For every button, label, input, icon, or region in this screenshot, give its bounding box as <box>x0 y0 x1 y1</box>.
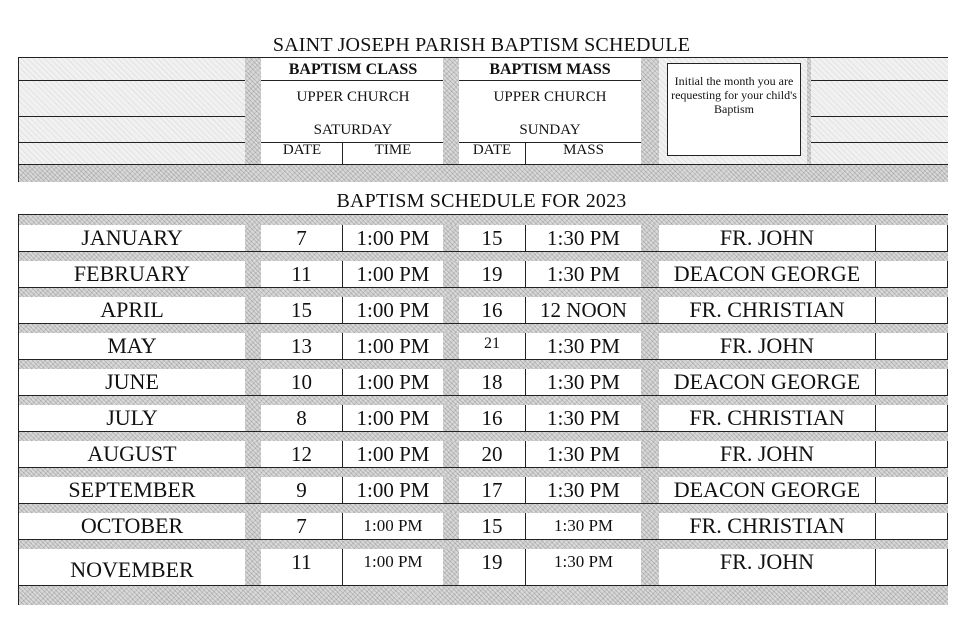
table-row <box>19 333 948 369</box>
table-row <box>19 225 948 261</box>
mass-time-cell: 1:30 PM <box>547 369 620 394</box>
mass-time-cell: 1:30 PM <box>547 261 620 286</box>
mass-time-cell: 1:30 PM <box>547 333 620 358</box>
schedule-subtitle: BAPTISM SCHEDULE FOR 2023 <box>336 190 627 212</box>
month-cell: NOVEMBER <box>70 557 194 582</box>
mass-time-cell: 1:30 PM <box>547 225 620 250</box>
mass-date-cell: 20 <box>481 441 503 466</box>
table-row <box>19 261 948 297</box>
celebrant-cell: FR. CHRISTIAN <box>689 297 845 322</box>
celebrant-cell: FR. JOHN <box>719 333 815 358</box>
header-block <box>18 57 948 182</box>
mass-time-cell: 1:30 PM <box>547 477 620 502</box>
initial-note-box <box>667 63 801 156</box>
mass-date-cell: 18 <box>481 369 503 394</box>
class-date-cell: 8 <box>296 405 307 430</box>
class-time-cell: 1:00 PM <box>363 552 423 571</box>
mass-day: SUNDAY <box>519 122 581 138</box>
mass-date-cell: 15 <box>481 513 503 538</box>
class-time-cell: 1:00 PM <box>356 405 430 430</box>
mass-date-cell: 19 <box>481 549 503 574</box>
table-row <box>19 477 948 513</box>
mass-date-cell: 21 <box>484 335 500 352</box>
month-cell: AUGUST <box>87 441 177 466</box>
class-date-cell: 11 <box>291 261 312 286</box>
mass-location: UPPER CHURCH <box>493 89 607 105</box>
class-location: UPPER CHURCH <box>296 89 410 105</box>
class-time-cell: 1:00 PM <box>356 441 430 466</box>
class-time-cell: 1:00 PM <box>356 297 430 322</box>
class-date-cell: 7 <box>296 513 307 538</box>
month-cell: FEBRUARY <box>73 261 191 286</box>
month-cell: OCTOBER <box>80 513 184 538</box>
month-cell: SEPTEMBER <box>68 477 196 502</box>
mass-time-cell: 12 NOON <box>540 297 627 322</box>
class-time-cell: 1:00 PM <box>356 333 430 358</box>
class-date-cell: 10 <box>291 369 312 394</box>
month-cell: JUNE <box>105 369 159 394</box>
class-day: SATURDAY <box>313 122 393 138</box>
class-date-cell: 15 <box>291 297 312 322</box>
class-date-cell: 9 <box>296 477 307 502</box>
month-cell: MAY <box>107 333 157 358</box>
celebrant-cell: DEACON GEORGE <box>673 369 861 394</box>
celebrant-cell: FR. CHRISTIAN <box>689 405 845 430</box>
schedule-rows <box>19 225 948 589</box>
class-title: BAPTISM CLASS <box>288 61 418 78</box>
month-cell: JULY <box>106 405 158 430</box>
mass-date-cell: 16 <box>481 297 503 322</box>
month-cell: APRIL <box>100 297 164 322</box>
schedule-table <box>18 214 948 605</box>
mass-date-cell: 16 <box>481 405 503 430</box>
table-row <box>19 369 948 405</box>
class-time-cell: 1:00 PM <box>356 225 430 250</box>
class-time-cell: 1:00 PM <box>356 261 430 286</box>
mass-date-cell: 15 <box>481 225 503 250</box>
celebrant-cell: FR. JOHN <box>719 441 815 466</box>
page-title: SAINT JOSEPH PARISH BAPTISM SCHEDULE <box>272 34 691 56</box>
celebrant-cell: DEACON GEORGE <box>673 477 861 502</box>
celebrant-cell: FR. JOHN <box>719 549 815 574</box>
celebrant-cell: FR. JOHN <box>719 225 815 250</box>
mass-date-cell: 17 <box>481 477 503 502</box>
class-time-cell: 1:00 PM <box>356 369 430 394</box>
class-date-cell: 13 <box>291 333 312 358</box>
class-time-cell: 1:00 PM <box>356 477 430 502</box>
mass-time-cell: 1:30 PM <box>553 552 614 571</box>
table-row <box>19 513 948 549</box>
month-cell: JANUARY <box>81 225 183 250</box>
celebrant-cell: FR. CHRISTIAN <box>689 513 845 538</box>
header-left-shade <box>19 58 245 164</box>
table-row <box>19 441 948 477</box>
celebrant-cell: DEACON GEORGE <box>673 261 861 286</box>
mass-time-label: MASS <box>563 142 604 158</box>
mass-time-cell: 1:30 PM <box>547 405 620 430</box>
mass-time-cell: 1:30 PM <box>547 441 620 466</box>
initial-note-text: Initial the month you are requesting for your child's Baptism <box>671 74 797 116</box>
class-date-cell: 7 <box>296 225 307 250</box>
mass-date-label: DATE <box>472 142 512 158</box>
class-time-label: TIME <box>374 142 412 158</box>
class-date-label: DATE <box>282 142 322 158</box>
class-time-cell: 1:00 PM <box>363 516 423 535</box>
mass-time-cell: 1:30 PM <box>553 516 614 535</box>
class-date-cell: 12 <box>291 441 312 466</box>
mass-date-cell: 19 <box>481 261 503 286</box>
class-date-cell: 11 <box>291 549 312 574</box>
table-row <box>19 297 948 333</box>
table-row <box>19 405 948 441</box>
mass-title: BAPTISM MASS <box>489 61 611 78</box>
